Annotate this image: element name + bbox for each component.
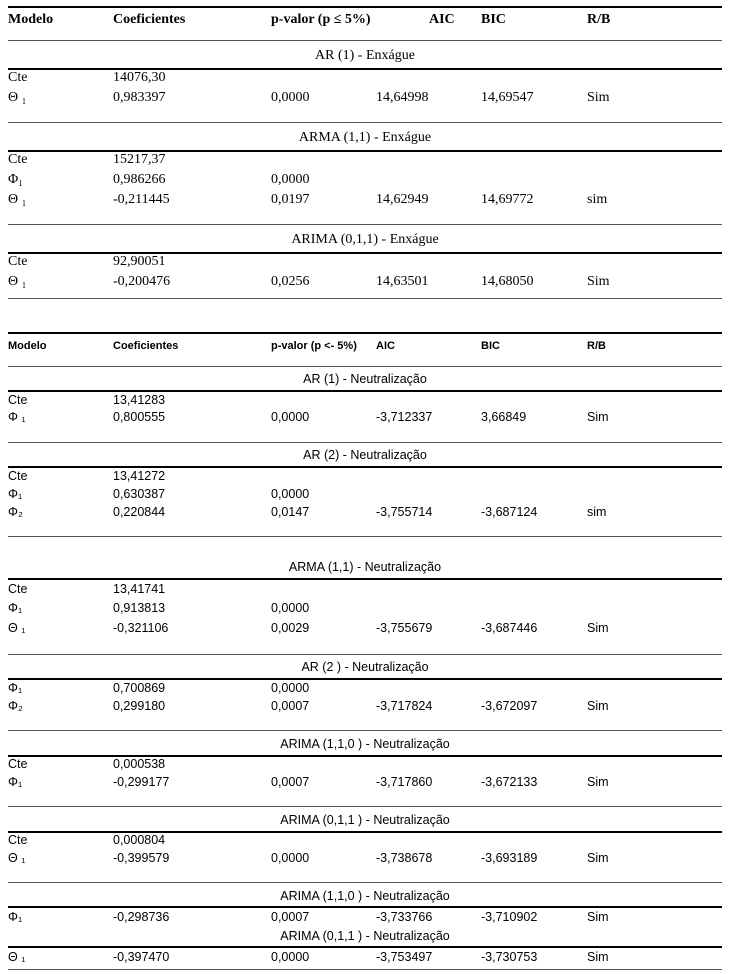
table-row [0, 274, 736, 292]
cell-param: Φ₁ [8, 487, 23, 501]
section-rule [8, 730, 722, 731]
cell-coef: 0,983397 [113, 90, 166, 105]
cell-aic: -3,738678 [376, 851, 433, 865]
cell-bic: -3,687124 [481, 505, 538, 519]
cell-param: Θ ₁ [8, 192, 27, 207]
section-title: AR (2) - Neutralização [303, 448, 427, 462]
cell-rb: Sim [587, 699, 609, 713]
section-rule [8, 536, 722, 537]
table-row [0, 172, 736, 190]
cell-param: Θ ₁ [8, 90, 27, 105]
cell-coef: -0,200476 [113, 274, 171, 289]
rule-header-1 [8, 40, 722, 41]
cell-rb: Sim [587, 274, 610, 289]
cell-coef: -0,211445 [113, 192, 170, 207]
cell-rb: sim [587, 192, 608, 207]
cell-param: Θ ₁ [8, 274, 27, 289]
section-title: AR (1) - Neutralização [303, 372, 427, 386]
col-header-coeficientes: Coeficientes [113, 340, 179, 352]
cell-aic: -3,733766 [376, 910, 433, 924]
cell-param: Φ₂ [8, 699, 23, 713]
cell-bic: -3,693189 [481, 851, 538, 865]
cell-coef: 0,700869 [113, 681, 166, 695]
section-rule [8, 390, 722, 392]
cell-coef: 13,41272 [113, 469, 166, 483]
cell-rb: Sim [587, 851, 609, 865]
cell-param: Cte [8, 152, 28, 167]
cell-coef: -0,299177 [113, 775, 170, 789]
cell-coef: 0,220844 [113, 505, 166, 519]
cell-rb: Sim [587, 621, 609, 635]
section-rule [8, 442, 722, 443]
cell-param: Cte [8, 582, 28, 596]
table-row [0, 505, 736, 523]
col-header-aic: AIC [376, 340, 395, 352]
table-row [0, 487, 736, 505]
cell-coef: 0,630387 [113, 487, 166, 501]
cell-pvalue: 0,0000 [271, 950, 310, 964]
cell-coef: -0,397470 [113, 950, 170, 964]
section-rule [8, 298, 722, 299]
section-rule [8, 946, 722, 948]
table-row [0, 410, 736, 428]
cell-bic: 14,69772 [481, 192, 534, 207]
cell-pvalue: 0,0007 [271, 910, 310, 924]
rule-top-2 [8, 332, 722, 334]
section-rule [8, 806, 722, 807]
section-rule [8, 678, 722, 680]
cell-pvalue: 0,0000 [271, 681, 310, 695]
cell-pvalue: 0,0000 [271, 172, 310, 187]
table-row [0, 910, 736, 928]
cell-aic: 14,63501 [376, 274, 429, 289]
col-header-coeficientes: Coeficientes [113, 12, 186, 27]
cell-coef: 13,41741 [113, 582, 166, 596]
cell-param: Φ₁ [8, 601, 23, 615]
table-row [0, 70, 736, 88]
cell-param: Cte [8, 393, 28, 407]
cell-bic: -3,687446 [481, 621, 538, 635]
cell-aic: 14,62949 [376, 192, 429, 207]
cell-coef: 0,000538 [113, 757, 166, 771]
cell-aic: -3,755714 [376, 505, 433, 519]
col-header-rb: R/B [587, 12, 611, 27]
cell-param: Cte [8, 70, 28, 85]
table-row [0, 681, 736, 699]
section-title: ARIMA (1,1,0 ) - Neutralização [280, 737, 450, 751]
cell-aic: -3,717860 [376, 775, 433, 789]
cell-rb: Sim [587, 410, 609, 424]
cell-param: Θ ₁ [8, 950, 26, 964]
cell-pvalue: 0,0029 [271, 621, 310, 635]
table-row [0, 393, 736, 411]
cell-param: Φ₁ [8, 172, 24, 187]
cell-bic: 14,69547 [481, 90, 534, 105]
cell-param: Φ₁ [8, 775, 23, 789]
section-title: AR (1) - Enxágue [315, 48, 415, 63]
cell-coef: 0,986266 [113, 172, 166, 187]
cell-rb: Sim [587, 950, 609, 964]
table-row [0, 469, 736, 487]
cell-pvalue: 0,0256 [271, 274, 310, 289]
cell-aic: 14,64998 [376, 90, 429, 105]
cell-param: Φ₁ [8, 910, 23, 924]
rule-header-2 [8, 366, 722, 367]
cell-coef: 0,913813 [113, 601, 166, 615]
table-row [0, 621, 736, 639]
table-row [0, 775, 736, 793]
cell-rb: Sim [587, 90, 610, 105]
section-title: AR (2 ) - Neutralização [301, 660, 429, 674]
cell-coef: 0,800555 [113, 410, 166, 424]
section-rule [8, 224, 722, 225]
rule-bottom [8, 969, 722, 970]
col-header-modelo: Modelo [8, 340, 47, 352]
cell-param: Φ ₁ [8, 410, 26, 424]
cell-bic: -3,710902 [481, 910, 538, 924]
cell-aic: -3,712337 [376, 410, 433, 424]
section-rule [8, 578, 722, 580]
cell-param: Cte [8, 757, 28, 771]
col-header-bic: BIC [481, 12, 506, 27]
cell-pvalue: 0,0007 [271, 699, 310, 713]
section-title: ARIMA (0,1,1) - Enxágue [291, 232, 439, 247]
rule-top-1 [8, 6, 722, 8]
cell-pvalue: 0,0000 [271, 851, 310, 865]
cell-bic: -3,672097 [481, 699, 538, 713]
table-row [0, 757, 736, 775]
cell-coef: 92,90051 [113, 254, 166, 269]
cell-param: Cte [8, 254, 28, 269]
cell-coef: -0,298736 [113, 910, 170, 924]
cell-param: Φ₂ [8, 505, 23, 519]
table-row [0, 851, 736, 869]
table-row [0, 90, 736, 108]
cell-bic: 3,66849 [481, 410, 527, 424]
cell-rb: Sim [587, 775, 609, 789]
section-title: ARMA (1,1) - Neutralização [288, 560, 442, 574]
col-header-pvalor: p-valor (p ≤ 5%) [271, 12, 371, 27]
section-rule [8, 466, 722, 468]
table-row [0, 950, 736, 968]
table-row [0, 601, 736, 619]
cell-coef: 14076,30 [113, 70, 166, 85]
cell-param: Θ ₁ [8, 621, 26, 635]
cell-pvalue: 0,0147 [271, 505, 310, 519]
cell-param: Φ₁ [8, 681, 23, 695]
section-rule [8, 882, 722, 883]
cell-bic: -3,730753 [481, 950, 538, 964]
cell-pvalue: 0,0000 [271, 90, 310, 105]
cell-coef: 15217,37 [113, 152, 166, 167]
section-rule [8, 122, 722, 123]
cell-rb: Sim [587, 910, 609, 924]
table-row [0, 152, 736, 170]
cell-aic: -3,755679 [376, 621, 433, 635]
section-title: ARIMA (0,1,1 ) - Neutralização [280, 929, 450, 943]
section-title: ARIMA (1,1,0 ) - Neutralização [280, 889, 450, 903]
cell-pvalue: 0,0007 [271, 775, 310, 789]
col-header-aic: AIC [429, 12, 455, 27]
cell-coef: 0,299180 [113, 699, 166, 713]
cell-coef: -0,321106 [113, 621, 169, 635]
cell-pvalue: 0,0000 [271, 410, 310, 424]
cell-pvalue: 0,0000 [271, 601, 310, 615]
col-header-pvalor: p-valor (p <- 5%) [271, 340, 357, 352]
table-row [0, 254, 736, 272]
cell-aic: -3,753497 [376, 950, 433, 964]
cell-aic: -3,717824 [376, 699, 433, 713]
cell-pvalue: 0,0000 [271, 487, 310, 501]
cell-param: Cte [8, 833, 28, 847]
cell-param: Θ ₁ [8, 851, 26, 865]
section-title: ARMA (1,1) - Enxágue [298, 130, 432, 145]
col-header-modelo: Modelo [8, 12, 54, 27]
cell-coef: 0,000804 [113, 833, 166, 847]
table-row [0, 699, 736, 717]
cell-coef: 13,41283 [113, 393, 166, 407]
col-header-rb: R/B [587, 340, 606, 352]
cell-pvalue: 0,0197 [271, 192, 310, 207]
table-row [0, 582, 736, 600]
cell-bic: 14,68050 [481, 274, 534, 289]
section-title: ARIMA (0,1,1 ) - Neutralização [280, 813, 450, 827]
section-rule [8, 654, 722, 655]
table-row [0, 192, 736, 210]
section-rule [8, 906, 722, 908]
cell-rb: sim [587, 505, 607, 519]
cell-coef: -0,399579 [113, 851, 170, 865]
table-row [0, 833, 736, 851]
col-header-bic: BIC [481, 340, 500, 352]
cell-bic: -3,672133 [481, 775, 538, 789]
cell-param: Cte [8, 469, 28, 483]
